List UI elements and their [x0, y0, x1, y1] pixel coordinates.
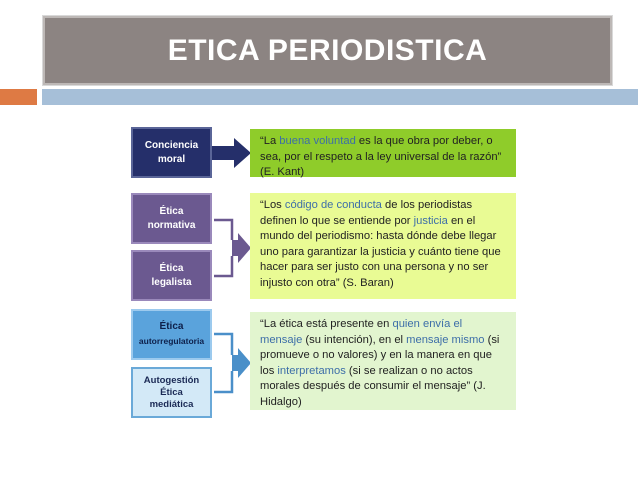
- title-banner: [42, 15, 613, 86]
- accent-bar-blue: [42, 89, 638, 105]
- label-etica-autorregulatoria: [131, 309, 212, 360]
- quote-highlight: quien envía el mensaje: [260, 318, 463, 346]
- slide-title: ETICA PERIODISTICA: [167, 33, 488, 67]
- quote-highlight: código de conducta: [284, 199, 382, 211]
- quote-baran: [250, 193, 516, 299]
- label-line: Ética: [159, 262, 184, 274]
- bracket-arrow-icon: [212, 330, 252, 396]
- quote-text: de los periodistas definen lo que se entiende por: [260, 199, 473, 227]
- label-etica-normativa: [131, 193, 212, 244]
- label-etica-legalista: [131, 250, 212, 301]
- label-line: Autogestión: [143, 374, 200, 386]
- label-line: mediática: [149, 398, 194, 410]
- quote-highlight: mensaje mismo: [406, 333, 485, 346]
- label-line: Ética: [159, 321, 184, 332]
- label-autogestion: [131, 367, 212, 418]
- quote-highlight: buena voluntad: [279, 135, 356, 147]
- quote-text: “Los: [260, 199, 285, 211]
- quote-text: “La: [260, 135, 280, 147]
- quote-text: (si promueve o no valores) y en la manera en que los: [260, 333, 500, 377]
- label-line: Conciencia: [144, 139, 199, 151]
- bracket-arrow-icon: [212, 216, 252, 280]
- quote-text: (su intención), en el: [302, 333, 407, 346]
- label-line: Ética: [159, 205, 184, 217]
- label-line: legalista: [151, 276, 192, 288]
- label-line: normativa: [147, 219, 196, 231]
- quote-hidalgo: [250, 312, 516, 410]
- quote-kant: [250, 129, 516, 177]
- quote-text: es la que obra por deber, o sea, por el respeto a la ley universal de la razón” (E. Kant): [260, 135, 502, 179]
- label-line: moral: [157, 153, 186, 165]
- label-line: autorregulatoria: [138, 336, 205, 346]
- quote-text: (si se realizan o no actos morales después de consumir el mensaje” (J. Hidalgo): [260, 364, 486, 408]
- quote-highlight: interpretamos: [277, 364, 346, 377]
- quote-highlight: justicia: [413, 214, 448, 227]
- arrow-right-icon: [212, 138, 252, 168]
- quote-text: “La ética está presente en: [260, 318, 393, 330]
- label-conciencia-moral: [131, 127, 212, 178]
- quote-text: en el mundo del periodismo: hasta dónde debe llegar uno para garantizar la justicia y cuánto tiene que hacer para ser justo con una persona y no ser injusto con otra” (S. Baran): [260, 214, 501, 289]
- accent-bar-orange: [0, 89, 37, 105]
- label-line: Ética: [160, 386, 183, 398]
